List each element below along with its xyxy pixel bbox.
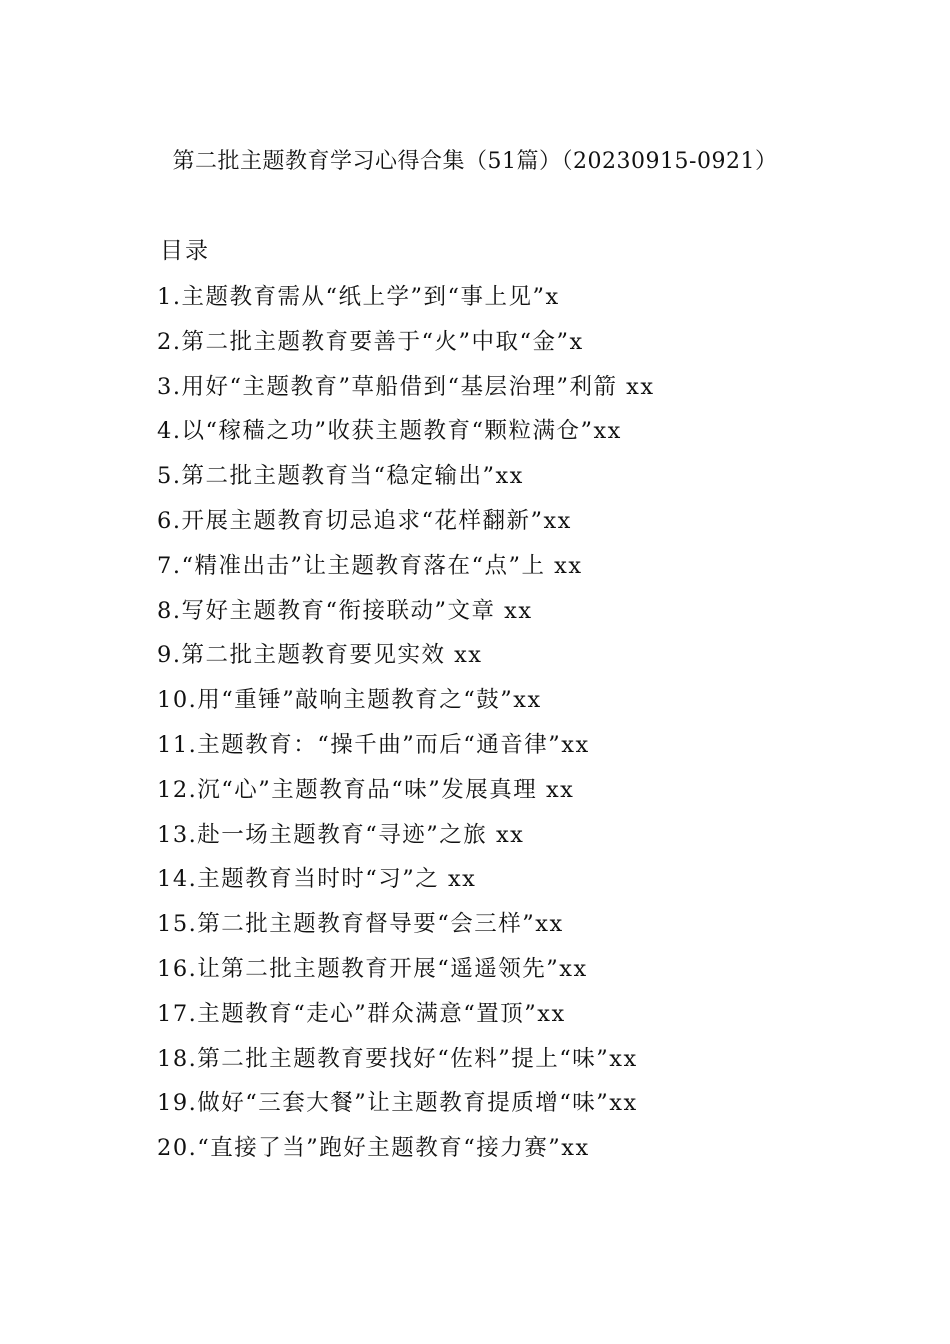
toc-item: 2.第二批主题教育要善于“火”中取“金”x — [157, 328, 584, 355]
toc-item: 11.主题教育：“操千曲”而后“通音律”xx — [157, 731, 590, 758]
toc-item: 3.用好“主题教育”草船借到“基层治理”利箭 xx — [157, 373, 655, 400]
toc-item: 17.主题教育“走心”群众满意“置顶”xx — [157, 1000, 566, 1027]
toc-item: 9.第二批主题教育要见实效 xx — [157, 642, 483, 669]
toc-item: 16.让第二批主题教育开展“遥遥领先”xx — [157, 955, 588, 982]
table-of-contents — [157, 280, 857, 1176]
toc-item: 12.沉“心”主题教育品“味”发展真理 xx — [157, 776, 575, 803]
toc-item: 15.第二批主题教育督导要“会三样”xx — [157, 911, 564, 938]
toc-heading: 目录 — [160, 238, 210, 264]
toc-item: 19.做好“三套大餐”让主题教育提质增“味”xx — [157, 1090, 638, 1117]
toc-item: 7.“精准出击”让主题教育落在“点”上 xx — [157, 552, 583, 579]
toc-item: 5.第二批主题教育当“稳定输出”xx — [157, 463, 524, 490]
toc-item: 13.赴一场主题教育“寻迹”之旅 xx — [157, 821, 525, 848]
document-title: 第二批主题教育学习心得合集（51篇）（20230915-0921） — [172, 149, 778, 174]
toc-item: 18.第二批主题教育要找好“佐料”提上“味”xx — [157, 1045, 638, 1072]
toc-item: 14.主题教育当时时“习”之 xx — [157, 866, 477, 893]
toc-item: 10.用“重锤”敲响主题教育之“鼓”xx — [157, 687, 542, 714]
toc-item: 4.以“稼穑之功”收获主题教育“颗粒满仓”xx — [157, 418, 622, 445]
toc-item: 20.“直接了当”跑好主题教育“接力赛”xx — [157, 1135, 590, 1162]
toc-item: 8.写好主题教育“衔接联动”文章 xx — [157, 597, 533, 624]
toc-item: 1.主题教育需从“纸上学”到“事上见”x — [157, 284, 560, 310]
toc-item: 6.开展主题教育切忌追求“花样翻新”xx — [157, 507, 572, 534]
